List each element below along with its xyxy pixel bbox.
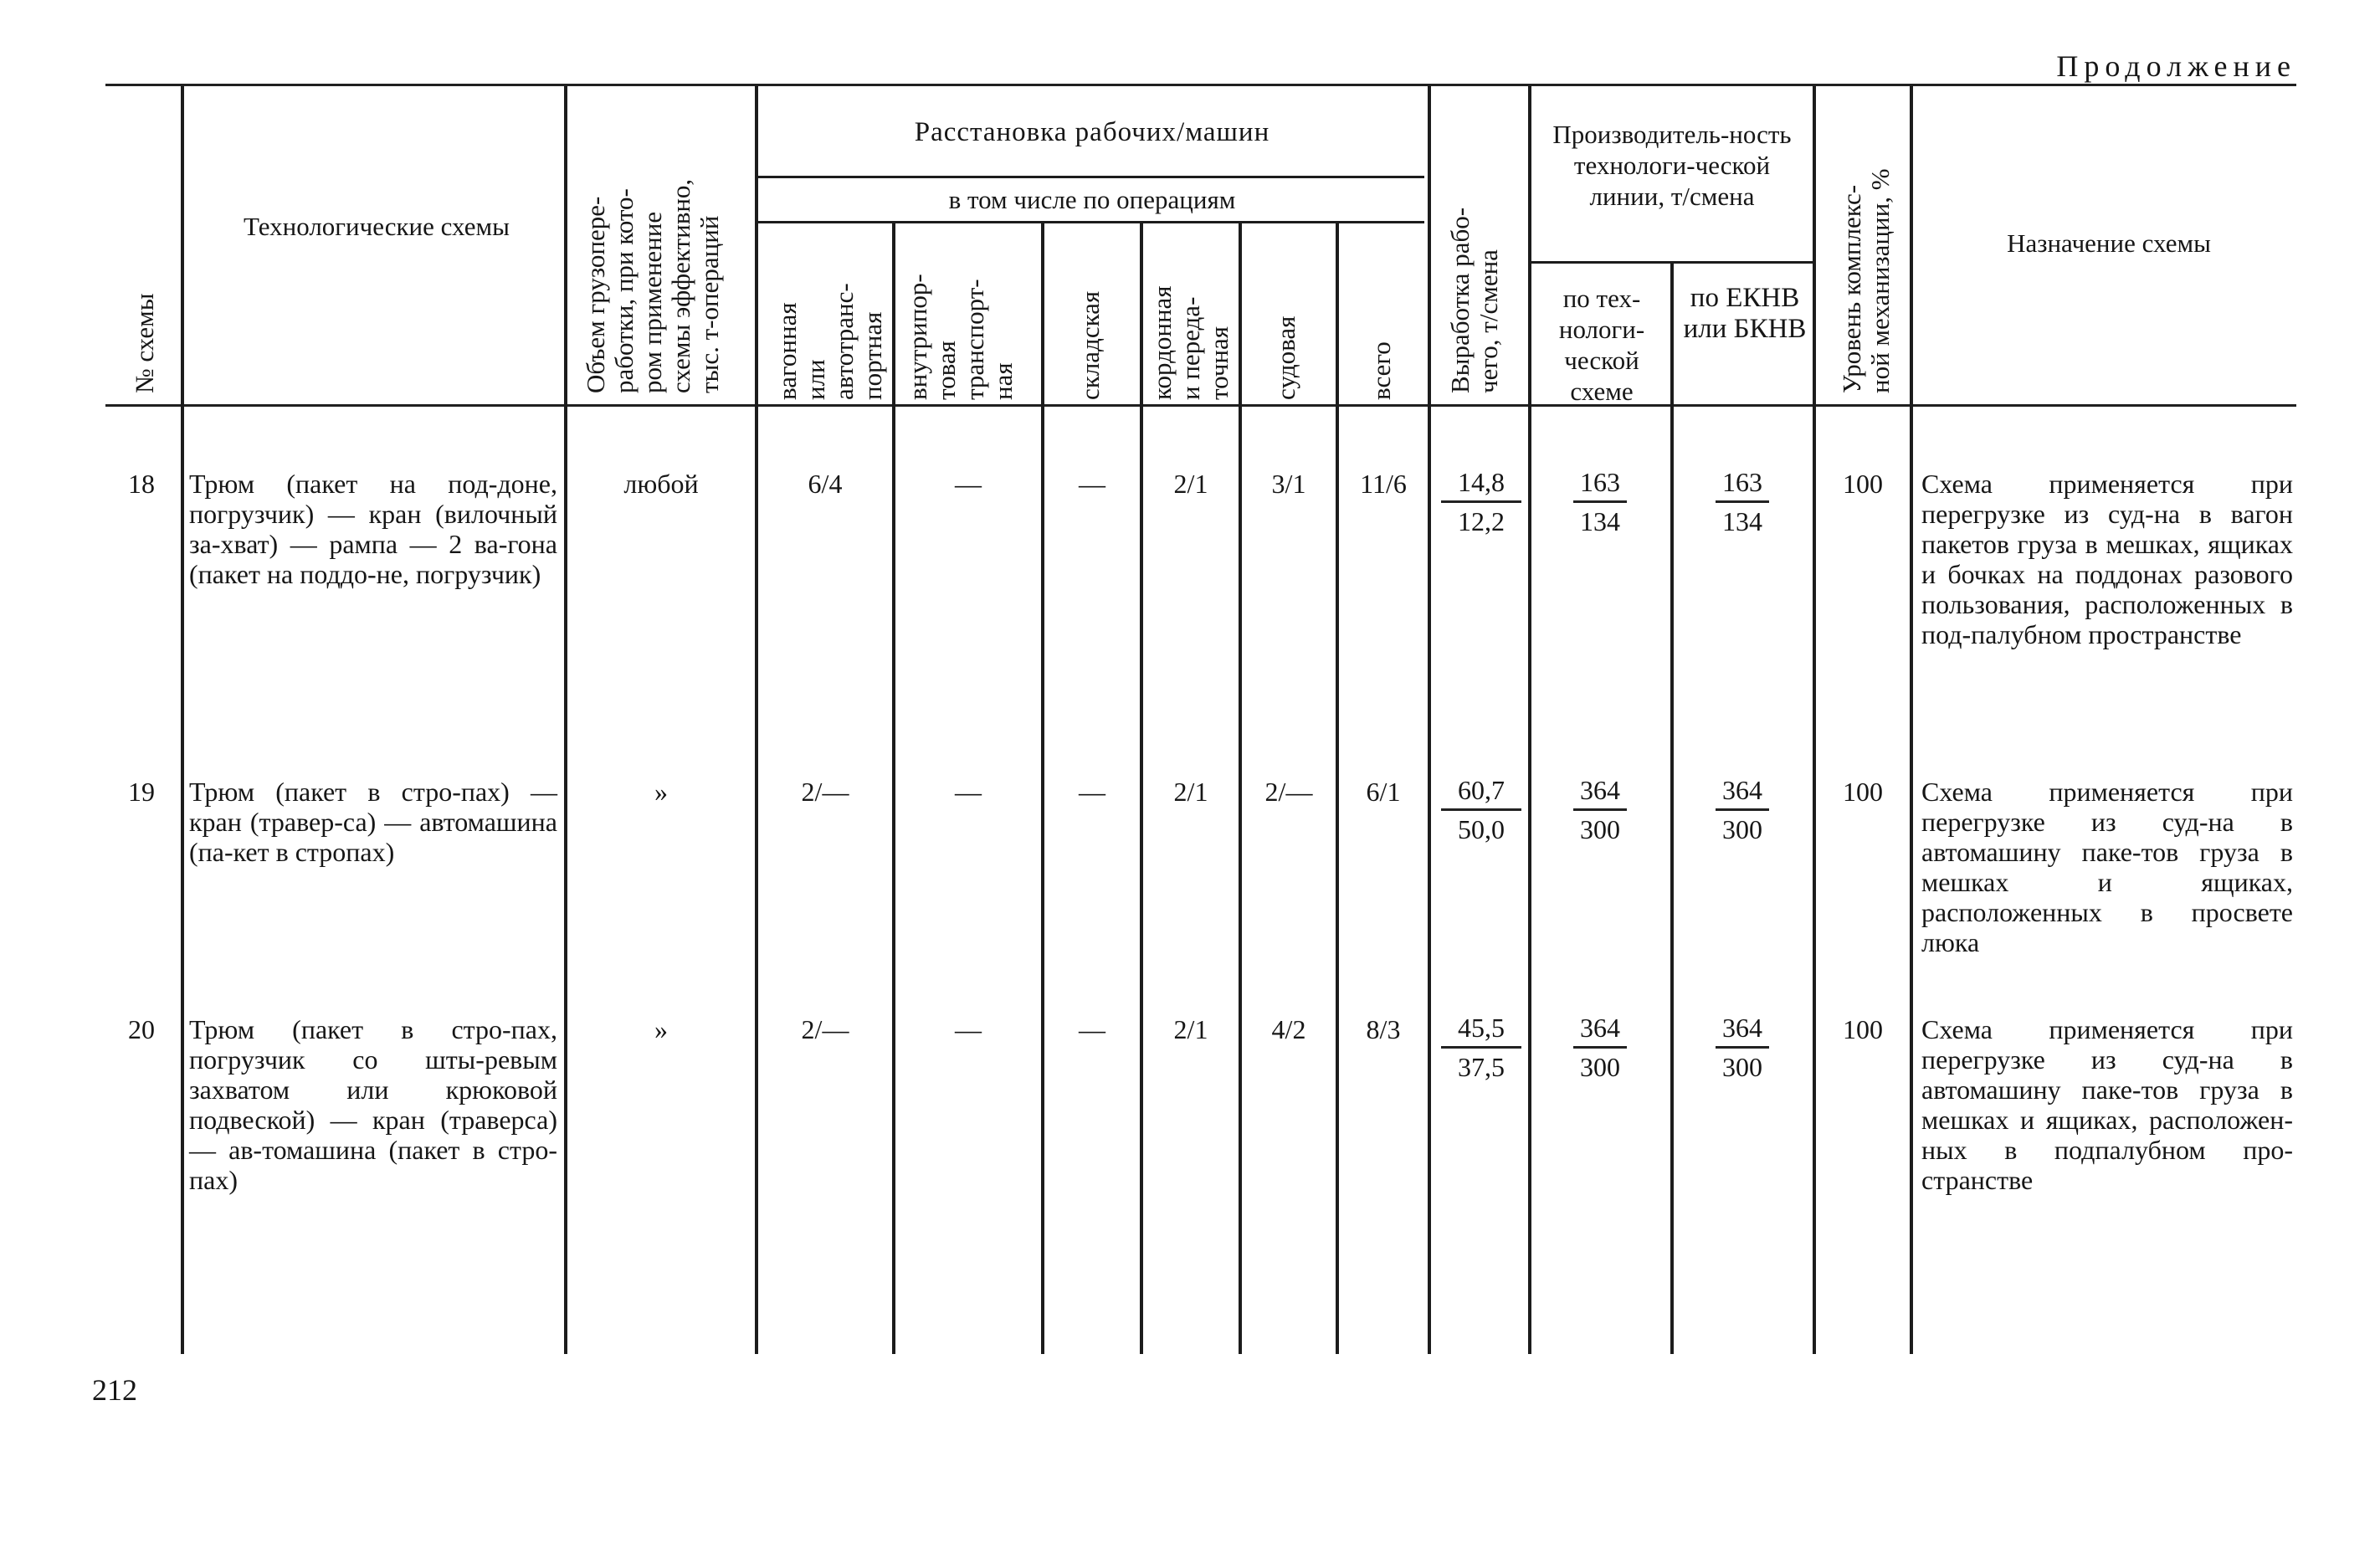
row-storage: — xyxy=(1079,469,1105,499)
row-mechanization: 100 xyxy=(1843,777,1883,807)
row-ship: 4/2 xyxy=(1271,1014,1306,1044)
row-scheme: Трюм (пакет в стро-пах, погрузчик со шты-ревым захватом или крюковой подвеской) — кран (траверса) — ав-томашина (пакет в стро-пах) xyxy=(189,1014,557,1195)
row-intraport: — xyxy=(955,469,982,499)
row-purpose: Схема применяется при перегрузке из суд-на в автомашину паке-тов груза в мешках и ящиках, расположенных в просвете люка xyxy=(1921,777,2293,957)
row-productivity-scheme xyxy=(1573,773,1627,846)
row-productivity-scheme xyxy=(1573,1011,1627,1084)
row-purpose: Схема применяется при перегрузке из суд-на в автомашину паке-тов груза в мешках и ящиках, расположен-ных в подпалубном про-странстве xyxy=(1921,1014,2293,1195)
header-by-scheme: по тех-нологи-ческой схеме xyxy=(1558,284,1645,406)
row-storage: — xyxy=(1079,777,1105,807)
row-storage: — xyxy=(1079,1014,1105,1044)
output-numerator: 45,5 xyxy=(1441,1011,1521,1049)
row-total: 6/1 xyxy=(1366,777,1401,807)
scheme-numerator: 163 xyxy=(1573,465,1627,503)
eknv-numerator: 364 xyxy=(1716,1011,1769,1049)
row-cordon: 2/1 xyxy=(1173,1014,1208,1044)
row-productivity-eknv xyxy=(1716,773,1769,846)
eknv-denominator: 134 xyxy=(1722,506,1762,536)
header-productivity: Производитель-ность технологи-ческой линии, т/смена xyxy=(1552,120,1792,211)
header-by-eknv: по ЕКНВ или БКНВ xyxy=(1683,283,1807,344)
row-purpose: Схема применяется при перегрузке из суд-на в вагон пакетов груза в мешках, ящиках и бочках на поддонах разового пользования, расположенных в под-палубном пространстве xyxy=(1921,469,2293,649)
operations-subrule xyxy=(758,221,1424,223)
row-mechanization: 100 xyxy=(1843,1014,1883,1044)
header-incl-operations: в том числе по операциям xyxy=(948,185,1236,214)
row-wagon: 2/— xyxy=(801,777,849,807)
eknv-denominator: 300 xyxy=(1722,1052,1762,1082)
row-productivity-eknv xyxy=(1716,1011,1769,1084)
col-rule xyxy=(755,86,758,1354)
row-wagon: 6/4 xyxy=(808,469,843,499)
header-tech-schemes: Технологические схемы xyxy=(244,212,510,241)
row-no: 20 xyxy=(128,1014,155,1044)
row-mechanization: 100 xyxy=(1843,469,1883,499)
col-rule xyxy=(1910,86,1913,1354)
col-rule xyxy=(1813,86,1816,1354)
scheme-numerator: 364 xyxy=(1573,773,1627,811)
col-rule xyxy=(1428,86,1431,1354)
row-wagon: 2/— xyxy=(801,1014,849,1044)
row-ship: 3/1 xyxy=(1271,469,1306,499)
row-intraport: — xyxy=(955,1014,982,1044)
row-productivity-scheme xyxy=(1573,465,1627,538)
row-cordon: 2/1 xyxy=(1173,469,1208,499)
output-denominator: 50,0 xyxy=(1458,814,1505,844)
row-cordon: 2/1 xyxy=(1173,777,1208,807)
col-rule xyxy=(1528,86,1531,1354)
row-output xyxy=(1441,1011,1521,1084)
row-volume: любой xyxy=(623,469,699,499)
output-denominator: 12,2 xyxy=(1458,506,1505,536)
eknv-numerator: 163 xyxy=(1716,465,1769,503)
row-no: 19 xyxy=(128,777,155,807)
row-scheme: Трюм (пакет на под-доне, погрузчик) — кран (вилочный за-хват) — рампа — 2 ва-гона (пакет на поддо-не, погрузчик) xyxy=(189,469,557,589)
eknv-denominator: 300 xyxy=(1722,814,1762,844)
row-output xyxy=(1441,465,1521,538)
header-placement: Расстановка рабочих/машин xyxy=(914,117,1270,147)
header-purpose: Назначение схемы xyxy=(2007,228,2211,258)
row-scheme: Трюм (пакет в стро-пах) — кран (травер-са) — автомашина (па-кет в стропах) xyxy=(189,777,557,867)
output-numerator: 60,7 xyxy=(1441,773,1521,811)
continuation-label: Продолжение xyxy=(2056,49,2296,83)
scheme-numerator: 364 xyxy=(1573,1011,1627,1049)
output-numerator: 14,8 xyxy=(1441,465,1521,503)
row-no: 18 xyxy=(128,469,155,499)
col-rule xyxy=(181,86,184,1354)
page-number: 212 xyxy=(92,1373,137,1407)
eknv-numerator: 364 xyxy=(1716,773,1769,811)
header-bottom-rule xyxy=(105,404,2296,407)
scheme-denominator: 134 xyxy=(1580,506,1620,536)
table-top-rule xyxy=(105,84,2296,86)
output-denominator: 37,5 xyxy=(1458,1052,1505,1082)
row-total: 8/3 xyxy=(1366,1014,1401,1044)
scheme-denominator: 300 xyxy=(1580,1052,1620,1082)
col-rule xyxy=(564,86,567,1354)
row-ship: 2/— xyxy=(1264,777,1313,807)
row-volume: » xyxy=(654,1014,668,1044)
placement-subrule xyxy=(758,176,1424,178)
scheme-denominator: 300 xyxy=(1580,814,1620,844)
row-volume: » xyxy=(654,777,668,807)
row-output xyxy=(1441,773,1521,846)
row-total: 11/6 xyxy=(1360,469,1407,499)
row-productivity-eknv xyxy=(1716,465,1769,538)
row-intraport: — xyxy=(955,777,982,807)
col-rule xyxy=(1670,261,1674,1354)
